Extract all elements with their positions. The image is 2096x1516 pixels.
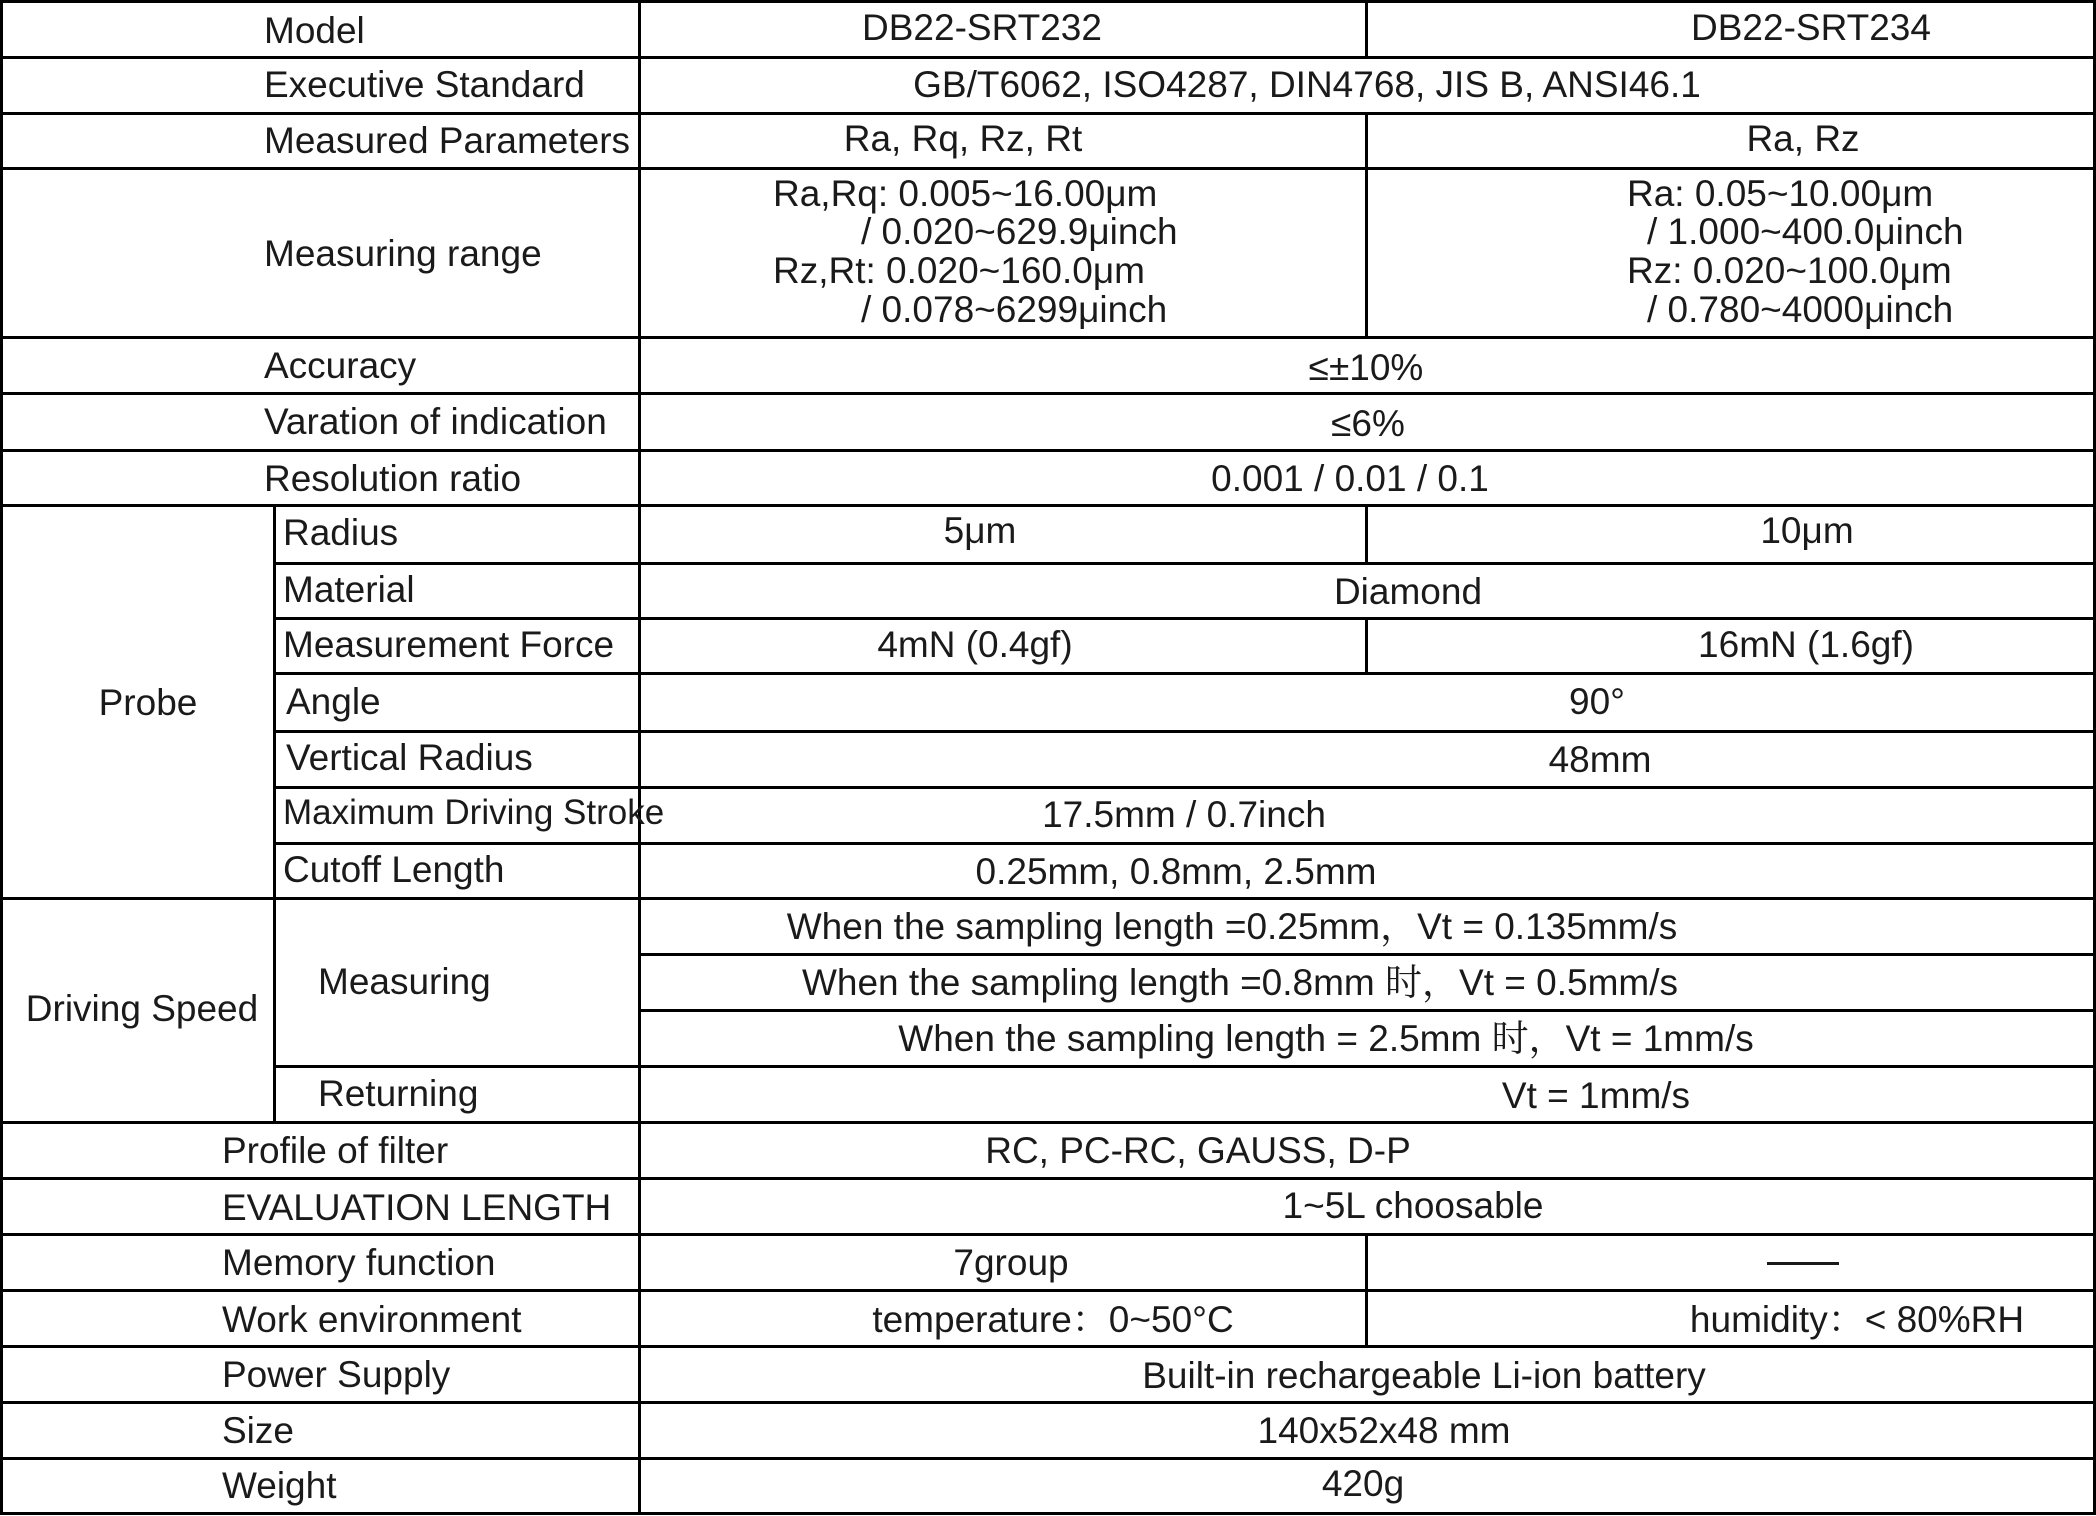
memory-b: [1767, 1262, 1839, 1265]
parameters-b: Ra, Rz: [1746, 118, 1860, 159]
grid-line: [274, 786, 2096, 789]
probe-vertical-radius-label: Vertical Radius: [286, 737, 533, 778]
power-label: Power Supply: [222, 1354, 451, 1395]
probe-material-value: Diamond: [1333, 571, 1483, 612]
evaluation-value: 1~5L choosable: [1282, 1185, 1544, 1226]
grid-line: [0, 0, 3, 1515]
grid-line: [0, 449, 2096, 452]
variation-label: Varation of indication: [264, 401, 607, 442]
measuring-value: When the sampling length =0.25mm，Vt = 0.135mm/s: [786, 906, 1678, 947]
grid-line: [274, 617, 2096, 620]
probe-material-label: Material: [283, 569, 415, 610]
range-b-line: Ra: 0.05~10.00μm: [1627, 173, 1934, 214]
model-b: DB22-SRT234: [1691, 7, 1931, 48]
parameters-a: Ra, Rq, Rz, Rt: [843, 118, 1083, 159]
grid-line: [273, 505, 276, 1122]
grid-line: [1365, 505, 1368, 563]
environment-b: humidity：< 80%RH: [1689, 1299, 2025, 1340]
probe-force-a: 4mN (0.4gf): [877, 624, 1073, 665]
probe-angle-label: Angle: [286, 681, 381, 722]
probe-radius-b: 10μm: [1760, 510, 1854, 551]
grid-line: [0, 1233, 2096, 1236]
grid-line: [0, 112, 2096, 115]
returning-label: Returning: [318, 1073, 479, 1114]
probe-vertical-radius-value: 48mm: [1548, 739, 1652, 780]
grid-line: [0, 0, 2096, 3]
returning-value: Vt = 1mm/s: [1501, 1075, 1691, 1116]
measuring-value: When the sampling length = 2.5mm 时，Vt = 1mm/s: [898, 1018, 1754, 1059]
range-a-line: / 0.078~6299μinch: [861, 289, 1168, 330]
probe-stroke-value: 17.5mm / 0.7inch: [1042, 794, 1326, 835]
parameters-label: Measured Parameters: [264, 120, 631, 161]
grid-line: [0, 167, 2096, 170]
evaluation-label: EVALUATION LENGTH: [222, 1187, 612, 1228]
accuracy-label: Accuracy: [264, 345, 417, 386]
probe-cutoff-label: Cutoff Length: [283, 849, 505, 890]
variation-value: ≤6%: [1331, 403, 1405, 444]
resolution-label: Resolution ratio: [264, 458, 522, 499]
grid-line: [274, 842, 2096, 845]
probe-cutoff-value: 0.25mm, 0.8mm, 2.5mm: [975, 851, 1377, 892]
grid-line: [1365, 1233, 1368, 1346]
measuring-value: When the sampling length =0.8mm 时，Vt = 0.5mm/s: [801, 962, 1679, 1003]
measuring-label: Measuring: [318, 961, 491, 1002]
standard-label: Executive Standard: [264, 64, 585, 105]
weight-label: Weight: [222, 1465, 337, 1506]
grid-line: [1365, 0, 1368, 58]
filter-label: Profile of filter: [222, 1130, 449, 1171]
accuracy-value: ≤±10%: [1308, 347, 1424, 388]
range-a-line: / 0.020~629.9μinch: [861, 211, 1178, 252]
model-a: DB22-SRT232: [862, 7, 1102, 48]
grid-line: [0, 504, 2096, 507]
grid-line: [0, 1512, 2096, 1515]
grid-line: [640, 953, 2096, 956]
grid-line: [0, 392, 2096, 395]
environment-label: Work environment: [222, 1299, 522, 1340]
memory-label: Memory function: [222, 1242, 496, 1283]
weight-value: 420g: [1321, 1463, 1405, 1504]
grid-line: [274, 730, 2096, 733]
memory-a: 7group: [953, 1242, 1069, 1283]
grid-line: [1365, 617, 1368, 675]
range-b-line: Rz: 0.020~100.0μm: [1627, 250, 1952, 291]
grid-line: [274, 672, 2096, 675]
probe-radius-a: 5μm: [943, 510, 1017, 551]
range-b-line: / 1.000~400.0μinch: [1647, 211, 1964, 252]
range-a-line: Ra,Rq: 0.005~16.00μm: [773, 173, 1158, 214]
model-label: Model: [264, 10, 365, 51]
grid-line: [0, 336, 2096, 339]
grid-line: [638, 0, 641, 1515]
probe-label: Probe: [98, 682, 198, 723]
grid-line: [274, 562, 2096, 565]
grid-line: [1365, 112, 1368, 338]
probe-force-b: 16mN (1.6gf): [1698, 624, 1914, 665]
grid-line: [0, 1289, 2096, 1292]
power-value: Built-in rechargeable Li-ion battery: [1142, 1355, 1706, 1396]
range-a-line: Rz,Rt: 0.020~160.0μm: [773, 250, 1145, 291]
size-value: 140x52x48 mm: [1257, 1410, 1511, 1451]
probe-force-label: Measurement Force: [283, 624, 615, 665]
filter-value: RC, PC-RC, GAUSS, D-P: [985, 1130, 1411, 1171]
grid-line: [0, 56, 2096, 59]
range-b-line: / 0.780~4000μinch: [1647, 289, 1954, 330]
grid-line: [274, 1065, 2096, 1068]
environment-a: temperature：0~50°C: [872, 1299, 1234, 1340]
grid-line: [0, 1177, 2096, 1180]
grid-line: [0, 1345, 2096, 1348]
range-label: Measuring range: [264, 233, 542, 274]
grid-line: [0, 1457, 2096, 1460]
grid-line: [0, 1121, 2096, 1124]
grid-line: [0, 897, 2096, 900]
grid-line: [0, 1401, 2096, 1404]
probe-stroke-label: Maximum Driving Stroke: [283, 793, 665, 832]
probe-radius-label: Radius: [283, 512, 399, 553]
probe-angle-value: 90°: [1569, 681, 1625, 722]
size-label: Size: [222, 1410, 294, 1451]
standard-value: GB/T6062, ISO4287, DIN4768, JIS B, ANSI46.1: [913, 64, 1701, 105]
resolution-value: 0.001 / 0.01 / 0.1: [1211, 458, 1489, 499]
driving-speed-label: Driving Speed: [25, 988, 259, 1029]
grid-line: [640, 1009, 2096, 1012]
